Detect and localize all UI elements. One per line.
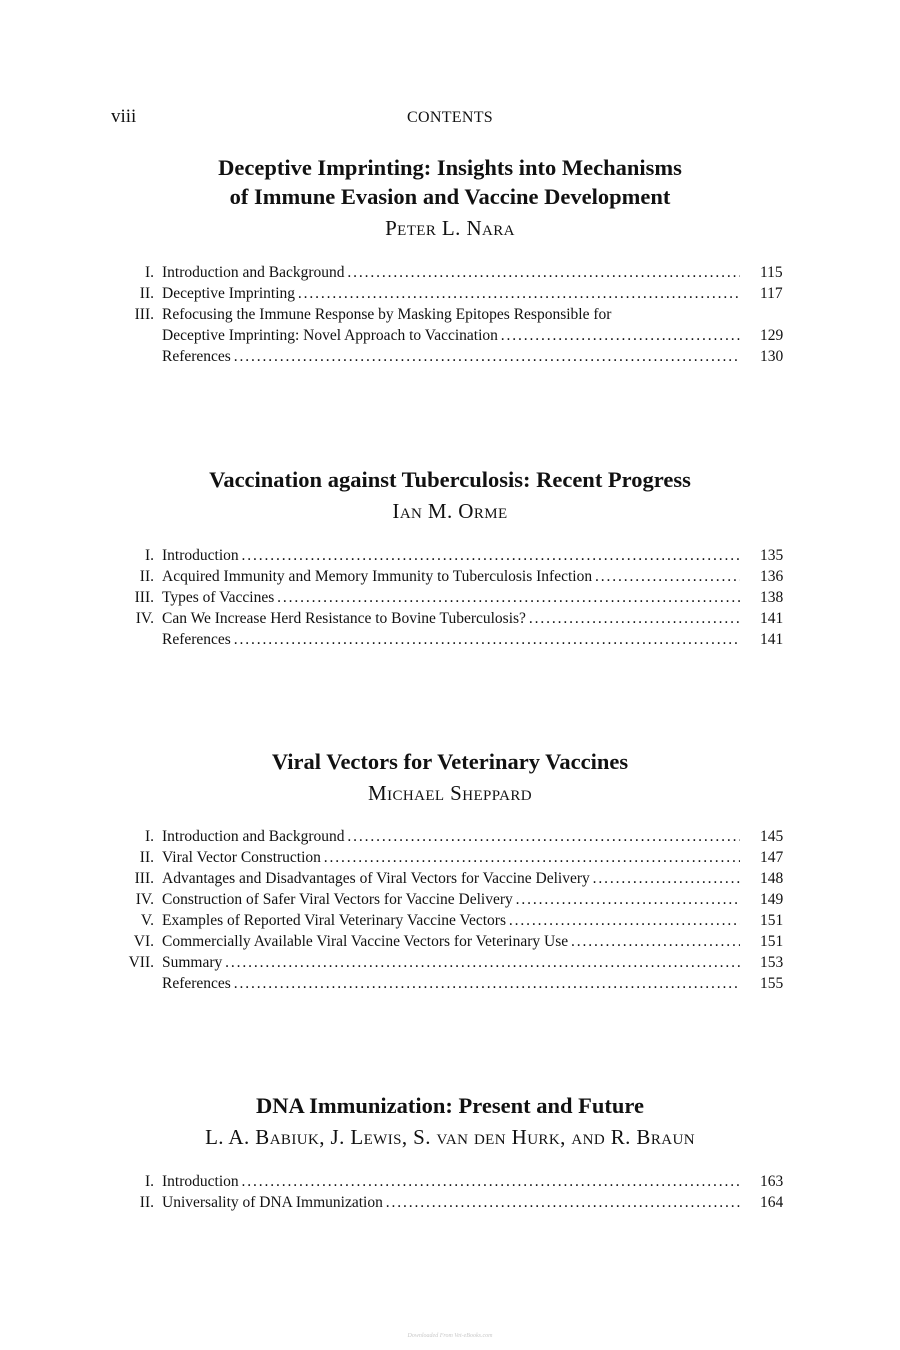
toc-entry-page: 155 xyxy=(760,975,784,992)
toc-entry-number: VI. xyxy=(133,933,154,950)
toc-entry-number: IV. xyxy=(135,891,154,908)
toc-list xyxy=(0,262,900,367)
toc-entry-page: 163 xyxy=(760,1173,784,1190)
toc-entry[interactable] xyxy=(0,1192,900,1213)
page-number: viii xyxy=(111,106,137,127)
toc-list xyxy=(0,826,900,994)
toc-entry-page: 141 xyxy=(760,631,784,648)
chapter-title-line: Deceptive Imprinting: Insights into Mechanisms xyxy=(218,155,682,180)
toc-entry[interactable] xyxy=(0,545,900,566)
toc-entry[interactable] xyxy=(0,910,900,931)
chapter-author: Peter L. Nara xyxy=(385,216,515,240)
toc-entry[interactable] xyxy=(0,868,900,889)
toc-entry-title: References . . . xyxy=(162,973,740,994)
chapter-title-line: DNA Immunization: Present and Future xyxy=(256,1093,644,1118)
toc-entry-title: Viral Vector Construction . . . xyxy=(162,847,740,868)
toc-entry-number: II. xyxy=(139,285,154,302)
chapter-heading xyxy=(0,1091,900,1151)
chapter-author: Ian M. Orme xyxy=(392,499,508,523)
toc-list xyxy=(0,1171,900,1213)
chapter-author: L. A. Babiuk, J. Lewis, S. van den Hurk, and R. Braun xyxy=(205,1125,695,1149)
toc-list xyxy=(0,545,900,650)
toc-entry-title: References . . . xyxy=(162,346,740,367)
toc-entry[interactable] xyxy=(0,629,900,650)
toc-entry-page: 153 xyxy=(760,954,784,971)
toc-entry-number: IV. xyxy=(135,610,154,627)
toc-entry[interactable] xyxy=(0,826,900,847)
toc-entry-page: 129 xyxy=(760,327,784,344)
toc-entry-page: 130 xyxy=(760,348,784,365)
toc-entry[interactable] xyxy=(0,931,900,952)
toc-entry-title: Construction of Safer Viral Vectors for Vaccine Delivery . . . xyxy=(162,889,740,910)
toc-entry-title: Refocusing the Immune Response by Masking Epitopes Responsible for xyxy=(162,306,612,323)
toc-entry-page: 147 xyxy=(760,849,784,866)
toc-entry-page: 141 xyxy=(760,610,784,627)
toc-entry[interactable] xyxy=(0,325,900,346)
toc-entry-page: 151 xyxy=(760,912,784,929)
chapter-heading xyxy=(0,465,900,525)
download-watermark: Downloaded From Vet-eBooks.com xyxy=(407,1333,493,1339)
chapter-heading xyxy=(0,153,900,242)
toc-entry-title: Deceptive Imprinting . . . xyxy=(162,283,740,304)
toc-entry-page: 148 xyxy=(760,870,784,887)
toc-entry-number: I. xyxy=(144,1173,154,1190)
toc-entry-page: 138 xyxy=(760,589,784,606)
chapter-heading xyxy=(0,747,900,807)
chapter-title-line: Vaccination against Tuberculosis: Recent Progress xyxy=(209,467,691,492)
toc-entry-title: Introduction . . . xyxy=(162,1171,740,1192)
toc-entry-page: 135 xyxy=(760,547,784,564)
toc-entry[interactable] xyxy=(0,262,900,283)
toc-entry-title: Acquired Immunity and Memory Immunity to Tuberculosis Infection . . . xyxy=(162,566,740,587)
toc-entry-number: III. xyxy=(134,870,154,887)
toc-entry[interactable] xyxy=(0,608,900,629)
toc-entry-title: Advantages and Disadvantages of Viral Vectors for Vaccine Delivery . . . xyxy=(162,868,740,889)
toc-entry-number: II. xyxy=(139,1194,154,1211)
chapter-title-line: Viral Vectors for Veterinary Vaccines xyxy=(271,749,629,774)
toc-entry-number: II. xyxy=(139,849,154,866)
toc-entry[interactable] xyxy=(0,952,900,973)
toc-entry-title: Introduction and Background . . . xyxy=(162,826,740,847)
toc-entry-number: II. xyxy=(139,568,154,585)
toc-entry[interactable] xyxy=(0,847,900,868)
toc-entry[interactable] xyxy=(0,587,900,608)
toc-entry-title: Introduction and Background . . . xyxy=(162,262,740,283)
toc-entry-number: I. xyxy=(144,264,154,281)
toc-entry-page: 151 xyxy=(760,933,784,950)
toc-entry-page: 115 xyxy=(760,264,783,281)
running-head: CONTENTS xyxy=(407,109,493,126)
chapter-author: Michael Sheppard xyxy=(368,781,532,805)
toc-entry-title: Examples of Reported Viral Veterinary Vaccine Vectors . . . xyxy=(162,910,740,931)
toc-entry[interactable] xyxy=(0,304,900,325)
toc-entry-number: I. xyxy=(144,828,154,845)
toc-entry-page: 149 xyxy=(760,891,784,908)
toc-entry-number: I. xyxy=(144,547,154,564)
toc-entry-page: 145 xyxy=(760,828,784,845)
toc-entry-number: III. xyxy=(134,306,154,323)
toc-entry-page: 136 xyxy=(760,568,784,585)
toc-entry-title: Commercially Available Viral Vaccine Vectors for Veterinary Use . . . xyxy=(162,931,740,952)
toc-entry-number: III. xyxy=(134,589,154,606)
toc-entry-title: Deceptive Imprinting: Novel Approach to Vaccination . . . xyxy=(162,325,740,346)
toc-entry-title: Summary . . . xyxy=(162,952,740,973)
toc-entry-page: 117 xyxy=(760,285,783,302)
toc-entry[interactable] xyxy=(0,973,900,994)
toc-entry-page: 164 xyxy=(760,1194,784,1211)
toc-entry-title: References . . . xyxy=(162,629,740,650)
toc-entry[interactable] xyxy=(0,346,900,367)
toc-entry[interactable] xyxy=(0,283,900,304)
toc-entry-title: Universality of DNA Immunization . . . xyxy=(162,1192,740,1213)
chapter-title-line: of Immune Evasion and Vaccine Development xyxy=(229,184,671,209)
toc-entry-title: Types of Vaccines . . . xyxy=(162,587,740,608)
toc-entry[interactable] xyxy=(0,889,900,910)
toc-entry-title: Can We Increase Herd Resistance to Bovine Tuberculosis? . . . xyxy=(162,608,740,629)
toc-entry-number: VII. xyxy=(128,954,154,971)
toc-entry-title: Introduction . . . xyxy=(162,545,740,566)
toc-entry[interactable] xyxy=(0,1171,900,1192)
toc-entry-number: V. xyxy=(140,912,154,929)
toc-entry[interactable] xyxy=(0,566,900,587)
